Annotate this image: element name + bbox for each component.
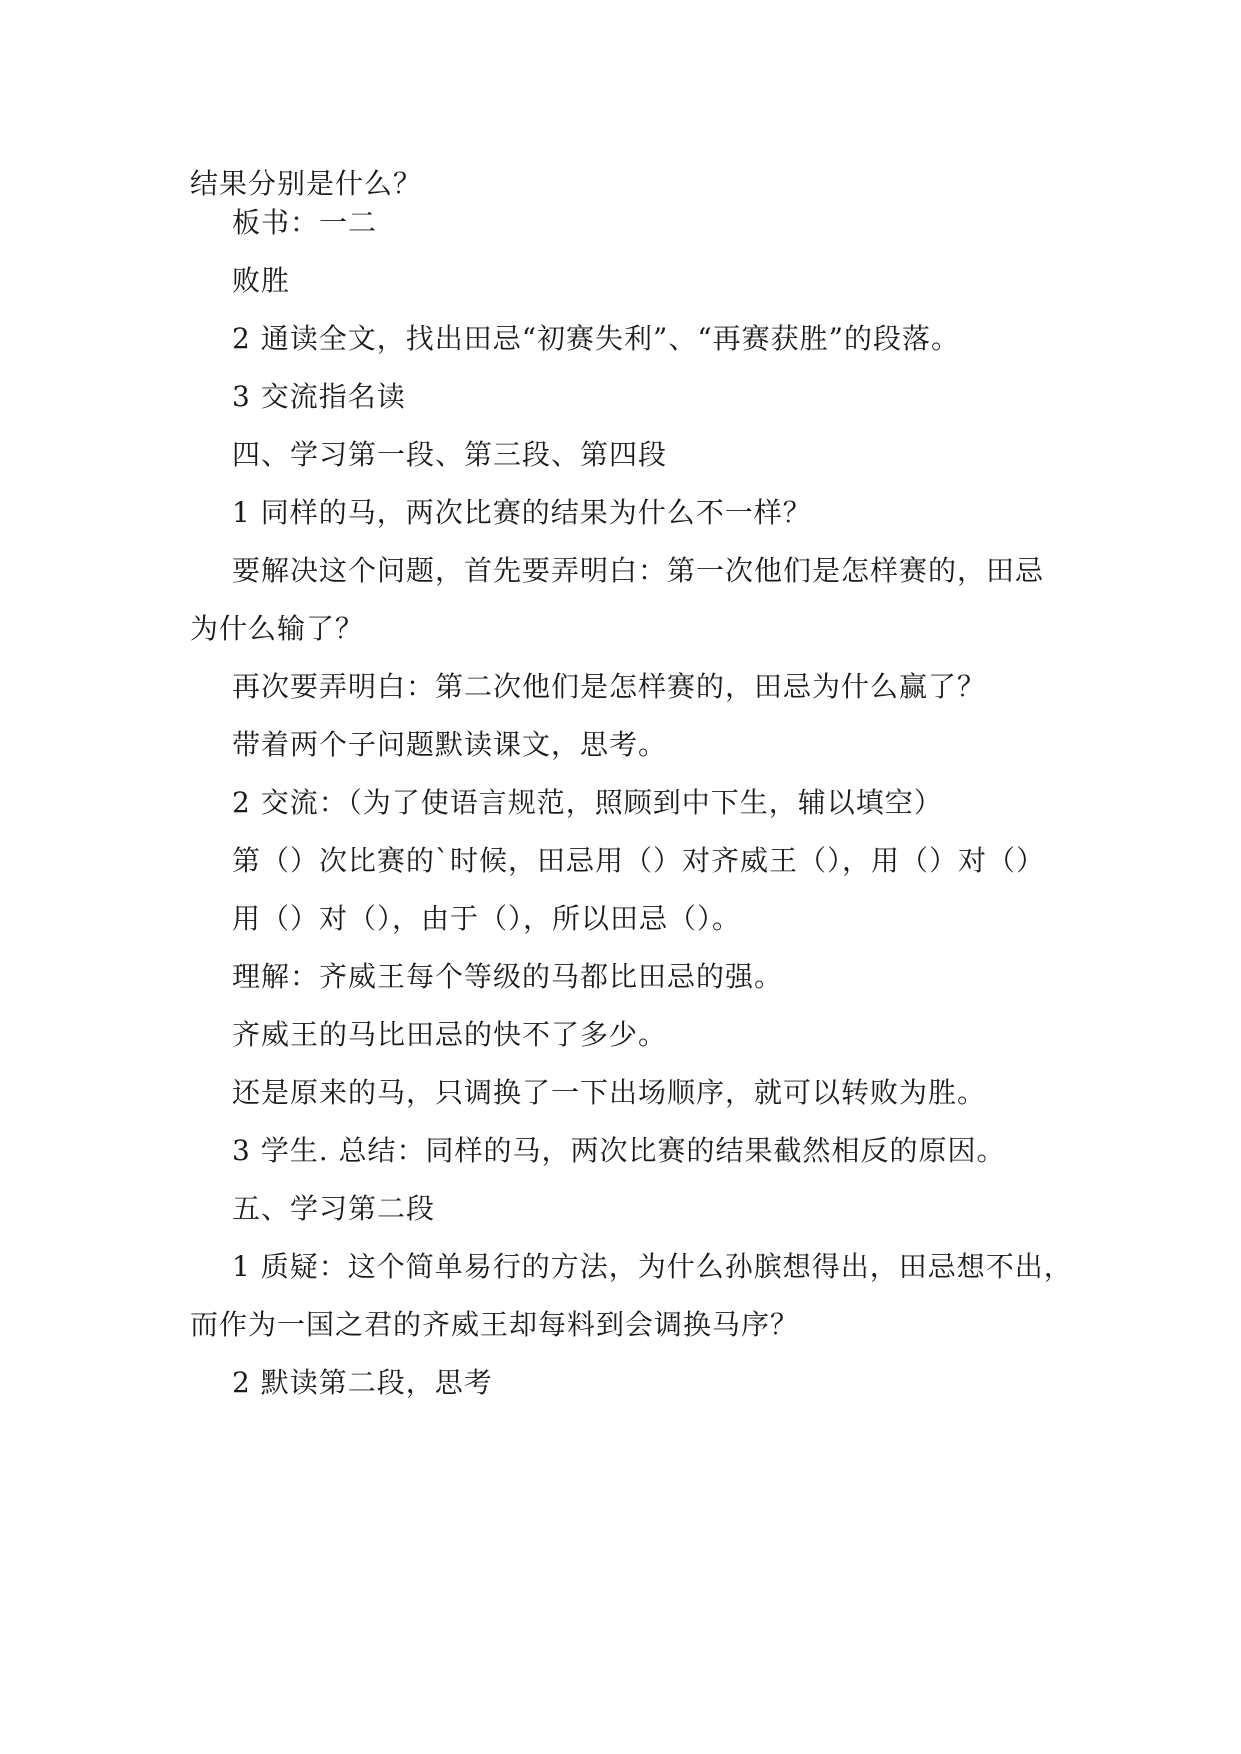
text-line: 要解决这个问题，首先要弄明白：第一次他们是怎样赛的，田忌 bbox=[232, 554, 1045, 587]
text-line: 板书：一二 bbox=[232, 206, 378, 239]
text-line: 1 同样的马，两次比赛的结果为什么不一样？ bbox=[232, 496, 812, 529]
text-line: 结果分别是什么？ bbox=[190, 167, 423, 200]
text-line: 带着两个子问题默读课文，思考。 bbox=[232, 728, 668, 761]
text-line: 3 学生. 总结：同样的马，两次比赛的结果截然相反的原因。 bbox=[232, 1134, 1006, 1167]
text-line: 2 通读全文，找出田忌“初赛失利”、“再赛获胜”的段落。 bbox=[232, 322, 960, 355]
text-line: 而作为一国之君的齐威王却每料到会调换马序？ bbox=[190, 1308, 800, 1341]
text-line: 还是原来的马，只调换了一下出场顺序，就可以转败为胜。 bbox=[232, 1076, 987, 1109]
text-line: 齐威王的马比田忌的快不了多少。 bbox=[232, 1018, 668, 1051]
text-line: 3 交流指名读 bbox=[232, 380, 406, 413]
text-line: 败胜 bbox=[232, 264, 291, 297]
text-line: 理解：齐威王每个等级的马都比田忌的强。 bbox=[232, 960, 784, 993]
text-line: 2 默读第二段，思考 bbox=[232, 1366, 493, 1399]
text-line: 用（）对（），由于（），所以田忌（）。 bbox=[232, 902, 742, 935]
section-heading: 四、学习第一段、第三段、第四段 bbox=[232, 438, 668, 471]
section-heading: 五、学习第二段 bbox=[232, 1192, 436, 1225]
text-line: 2 交流：（为了使语言规范，照顾到中下生，辅以填空） bbox=[232, 786, 943, 819]
text-line: 为什么输了？ bbox=[190, 612, 365, 645]
text-line: 再次要弄明白：第二次他们是怎样赛的，田忌为什么赢了？ bbox=[232, 670, 987, 703]
text-line: 第（）次比赛的`时候，田忌用（）对齐威王（），用（）对（） bbox=[232, 844, 1046, 877]
text-line: 1 质疑：这个简单易行的方法，为什么孙膑想得出，田忌想不出， bbox=[232, 1250, 1073, 1283]
